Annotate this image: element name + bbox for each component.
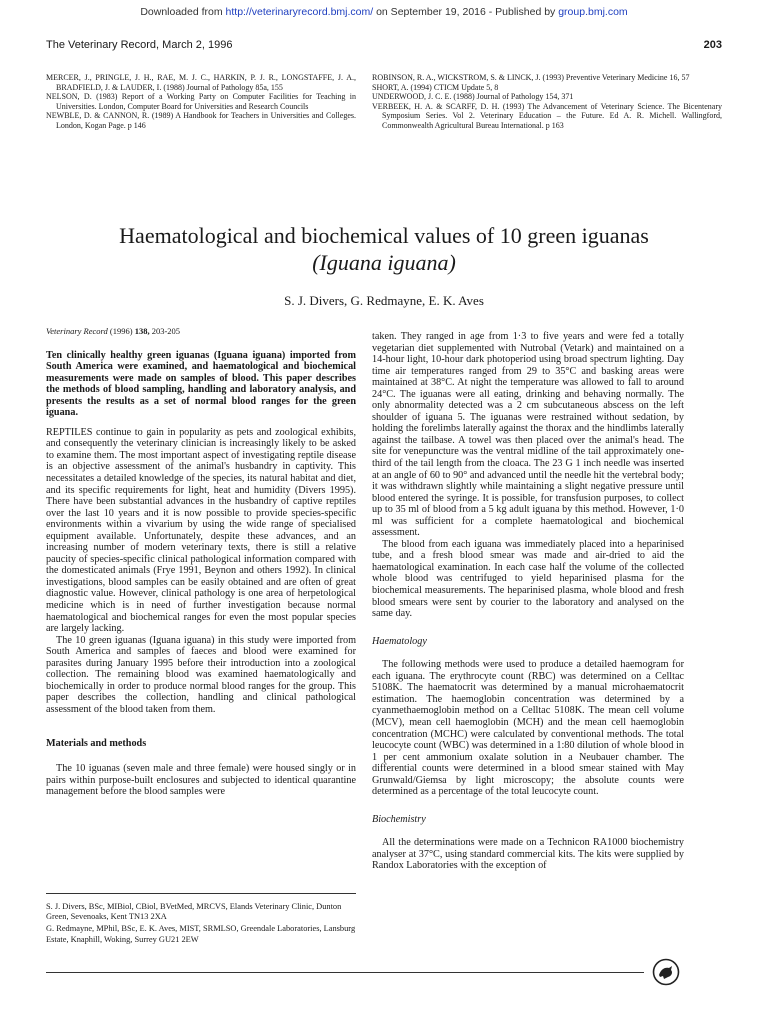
- reference-item: VERBEEK, H. A. & SCARFF, D. H. (1993) The Advancement of Veterinary Science. The Bicentenary Symposium Series. Vol 2. Veterinary Education – the Future. Ed A. R. Michell. Wallingford, Commonwealth Agricultural Bureau International. p 163: [372, 101, 722, 130]
- methods-paragraph-2: taken. They ranged in age from 1·3 to five years and were fed a totally vegetarian diet supplemented with Nutrobal (Vetark) and maintained on a 14-hour light, 10-hour dark photoperiod using broad spectrum lighting. Day time air temperatures ranged from 29 to 35°C and basking areas were maintained at 38°C. At night the temperature was allowed to fall to around 24°C. The iguanas were all eating, drinking and behaving normally. The only abnormality detected was a 2 cm subcutaneous abscess on the left shoulder of iguana 5. The iguanas were restrained without sedation, by holding the forelimbs laterally against the thorax and the hindlimbs laterally against the tailbase. A towel was then placed over the animal's head. The site for venepuncture was the ventral midline of the tail approximately one-third of the tail length from the cloaca. The 23 G 1 inch needle was inserted at an angle of 60 to 90° and advanced until the needle hit the vertebral body; it was withdrawn slightly while maintaining a slight negative pressure until blood entered the syringe. It is possible, for transfusion purposes, to collect up to 35 ml of blood from a 5 kg adult iguana by this method. However, 1·0 ml was sufficient for a complete haematological and biochemical assessment.: [372, 331, 684, 539]
- methods-heading: Materials and methods: [46, 737, 147, 749]
- footer-rule: [46, 972, 644, 973]
- author-affiliations: [46, 902, 356, 947]
- body-column-right: [372, 331, 684, 872]
- reference-item: NEWBLE, D. & CANNON, R. (1989) A Handbook for Teachers in Universities and Colleges. London, Kogan Page. p 146: [46, 111, 356, 130]
- article-title: [46, 222, 722, 276]
- citation: Veterinary Record (1996) 138, 203-205: [46, 326, 181, 336]
- abstract: Ten clinically healthy green iguanas (Iguana iguana) imported from South America were examined, and haematological and biochemical measurements were made on samples of blood. This paper describes the methods of blood sampling, handling and laboratory analysis, and presents the results as a set of normal blood ranges for the green iguana.: [46, 349, 356, 419]
- affiliation-1: S. J. Divers, BSc, MIBiol, CBiol, BVetMed, MRCVS, Elands Veterinary Clinic, Dunton Green, Sevenoaks, Kent TN13 2XA: [46, 902, 342, 922]
- journal-url-link[interactable]: http://veterinaryrecord.bmj.com/: [225, 6, 374, 18]
- bva-logo-icon: [652, 958, 680, 986]
- intro-paragraph-2: The 10 green iguanas (Iguana iguana) in this study were imported from South America and samples of faeces and blood were examined for parasites during January 1995 before their introduction into a zoological collection. The remaining blood was examined haematologically and biochemically in order to produce normal blood ranges for the group. This paper describes the collection, handling and clinical pathological assessment of the blood taken from them.: [46, 634, 356, 715]
- page-number: 203: [703, 39, 722, 51]
- methods-paragraph-3: The blood from each iguana was immediately placed into a heparinised tube, and a fresh blood smear was made and air-dried to aid the haematological examination. In each case half the volume of the collected whole blood was centrifuged to yield heparinised plasma for the biochemical measurements. The heparinised plasma, whole blood and fresh blood smears were sent by courier to the laboratory and analysed on the same day.: [372, 538, 684, 620]
- reference-list-right: [372, 73, 722, 131]
- affiliation-rule: [46, 893, 356, 894]
- haematology-heading: Haematology: [372, 635, 427, 647]
- reference-item: UNDERWOOD, J. C. E. (1988) Journal of Pathology 154, 371: [372, 92, 574, 102]
- running-head: [46, 39, 722, 53]
- title-line-1: Haematological and biochemical values of 10 green iguanas: [119, 223, 649, 248]
- body-column-left: [46, 326, 356, 798]
- reference-item: MERCER, J., PRINGLE, J. H., RAE, M. J. C., HARKIN, P. J. R., LONGSTAFFE, J. A., BRADFIELD, J. & LAUDER, I. (1988) Journal of Pathology 85a, 155: [46, 73, 356, 92]
- methods-paragraph-1: The 10 iguanas (seven male and three female) were housed singly or in pairs within purpose-built enclosures and subjected to identical quarantine management before the blood samples were: [46, 763, 356, 798]
- publisher-link[interactable]: group.bmj.com: [558, 6, 628, 18]
- journal-issue: The Veterinary Record, March 2, 1996: [46, 39, 233, 51]
- title-line-2: (Iguana iguana): [312, 250, 456, 275]
- author-line: S. J. Divers, G. Redmayne, E. K. Aves: [284, 293, 484, 308]
- reference-item: SHORT, A. (1994) CTICM Update 5, 8: [372, 82, 499, 92]
- haematology-paragraph: The following methods were used to produce a detailed haemogram for each iguana. The erythrocyte count (RBC) was determined on a Celltac 5108K. The haematocrit was determined by a manual microhaematocrit estimation. The haemoglobin concentration was determined by a cyanmethaemoglobin method on a Celltac 5108K. The mean cell volume (MCV), mean cell haemoglobin (MCH) and the mean cell haemoglobin concentration (MCHC) were calculated by conventional methods. The total leucocyte count (WBC) was determined in a 1:80 dilution of whole blood in 1 per cent ammonium oxalate solution in a Neubauer chamber. The differential counts were determined in a blood smear stained with May Grunwald/Giemsa by light microscopy; the absolute counts were determined as a percentage of the total leucocyte count.: [372, 659, 684, 798]
- reference-item: ROBINSON, R. A., WICKSTROM, S. & LINCK, J. (1993) Preventive Veterinary Medicine 16, 57: [372, 73, 690, 82]
- reference-list-left: [46, 73, 356, 131]
- download-banner: Downloaded from http://veterinaryrecord.bmj.com/ on September 19, 2016 - Published by group.bmj.com: [140, 6, 628, 18]
- intro-paragraph-1: REPTILES continue to gain in popularity as pets and zoological exhibits, and consequently the veterinary clinician is increasingly likely to be asked to examine them. The most important aspect of investigating reptile disease is an objective assessment of the animal's husbandry in captivity. This necessitates a detailed knowledge of the species, its natural habitat and diet, and its specific requirements for light, heat and humidity (Divers 1995). There have been substantial advances in the husbandry of captive reptiles over the last 10 years and it is now possible to provide species-specific environments within a vivarium by using the wide range of specialised equipment available. Unfortunately, despite these advances, and an increasing number of modern veterinary texts, there is still a relative paucity of species-specific clinical pathological information compared with the domesticated animals (Frye 1991, Beynon and others 1992). In clinical investigations, blood samples can be easily obtained and are often of great diagnostic value. However, clinical pathology is one area of herpetological medicine which is in need of further investigation because normal haematological and biochemical ranges for even the most popular species are largely lacking.: [46, 426, 356, 635]
- affiliation-2: G. Redmayne, MPhil, BSc, E. K. Aves, MIST, SRMLSO, Greendale Laboratories, Lansburg Estate, Knaphill, Woking, Surrey GU21 2EW: [46, 924, 356, 944]
- biochemistry-paragraph: All the determinations were made on a Technicon RA1000 biochemistry analyser at 37°C, using standard commercial kits. The kits were supplied by Randox Laboratories with the exception of: [372, 837, 684, 872]
- reference-item: NELSON, D. (1983) Report of a Working Party on Computer Facilities for Teaching in Universities. London, Computer Board for Universities and Research Councils: [46, 92, 356, 111]
- biochemistry-heading: Biochemistry: [372, 813, 426, 825]
